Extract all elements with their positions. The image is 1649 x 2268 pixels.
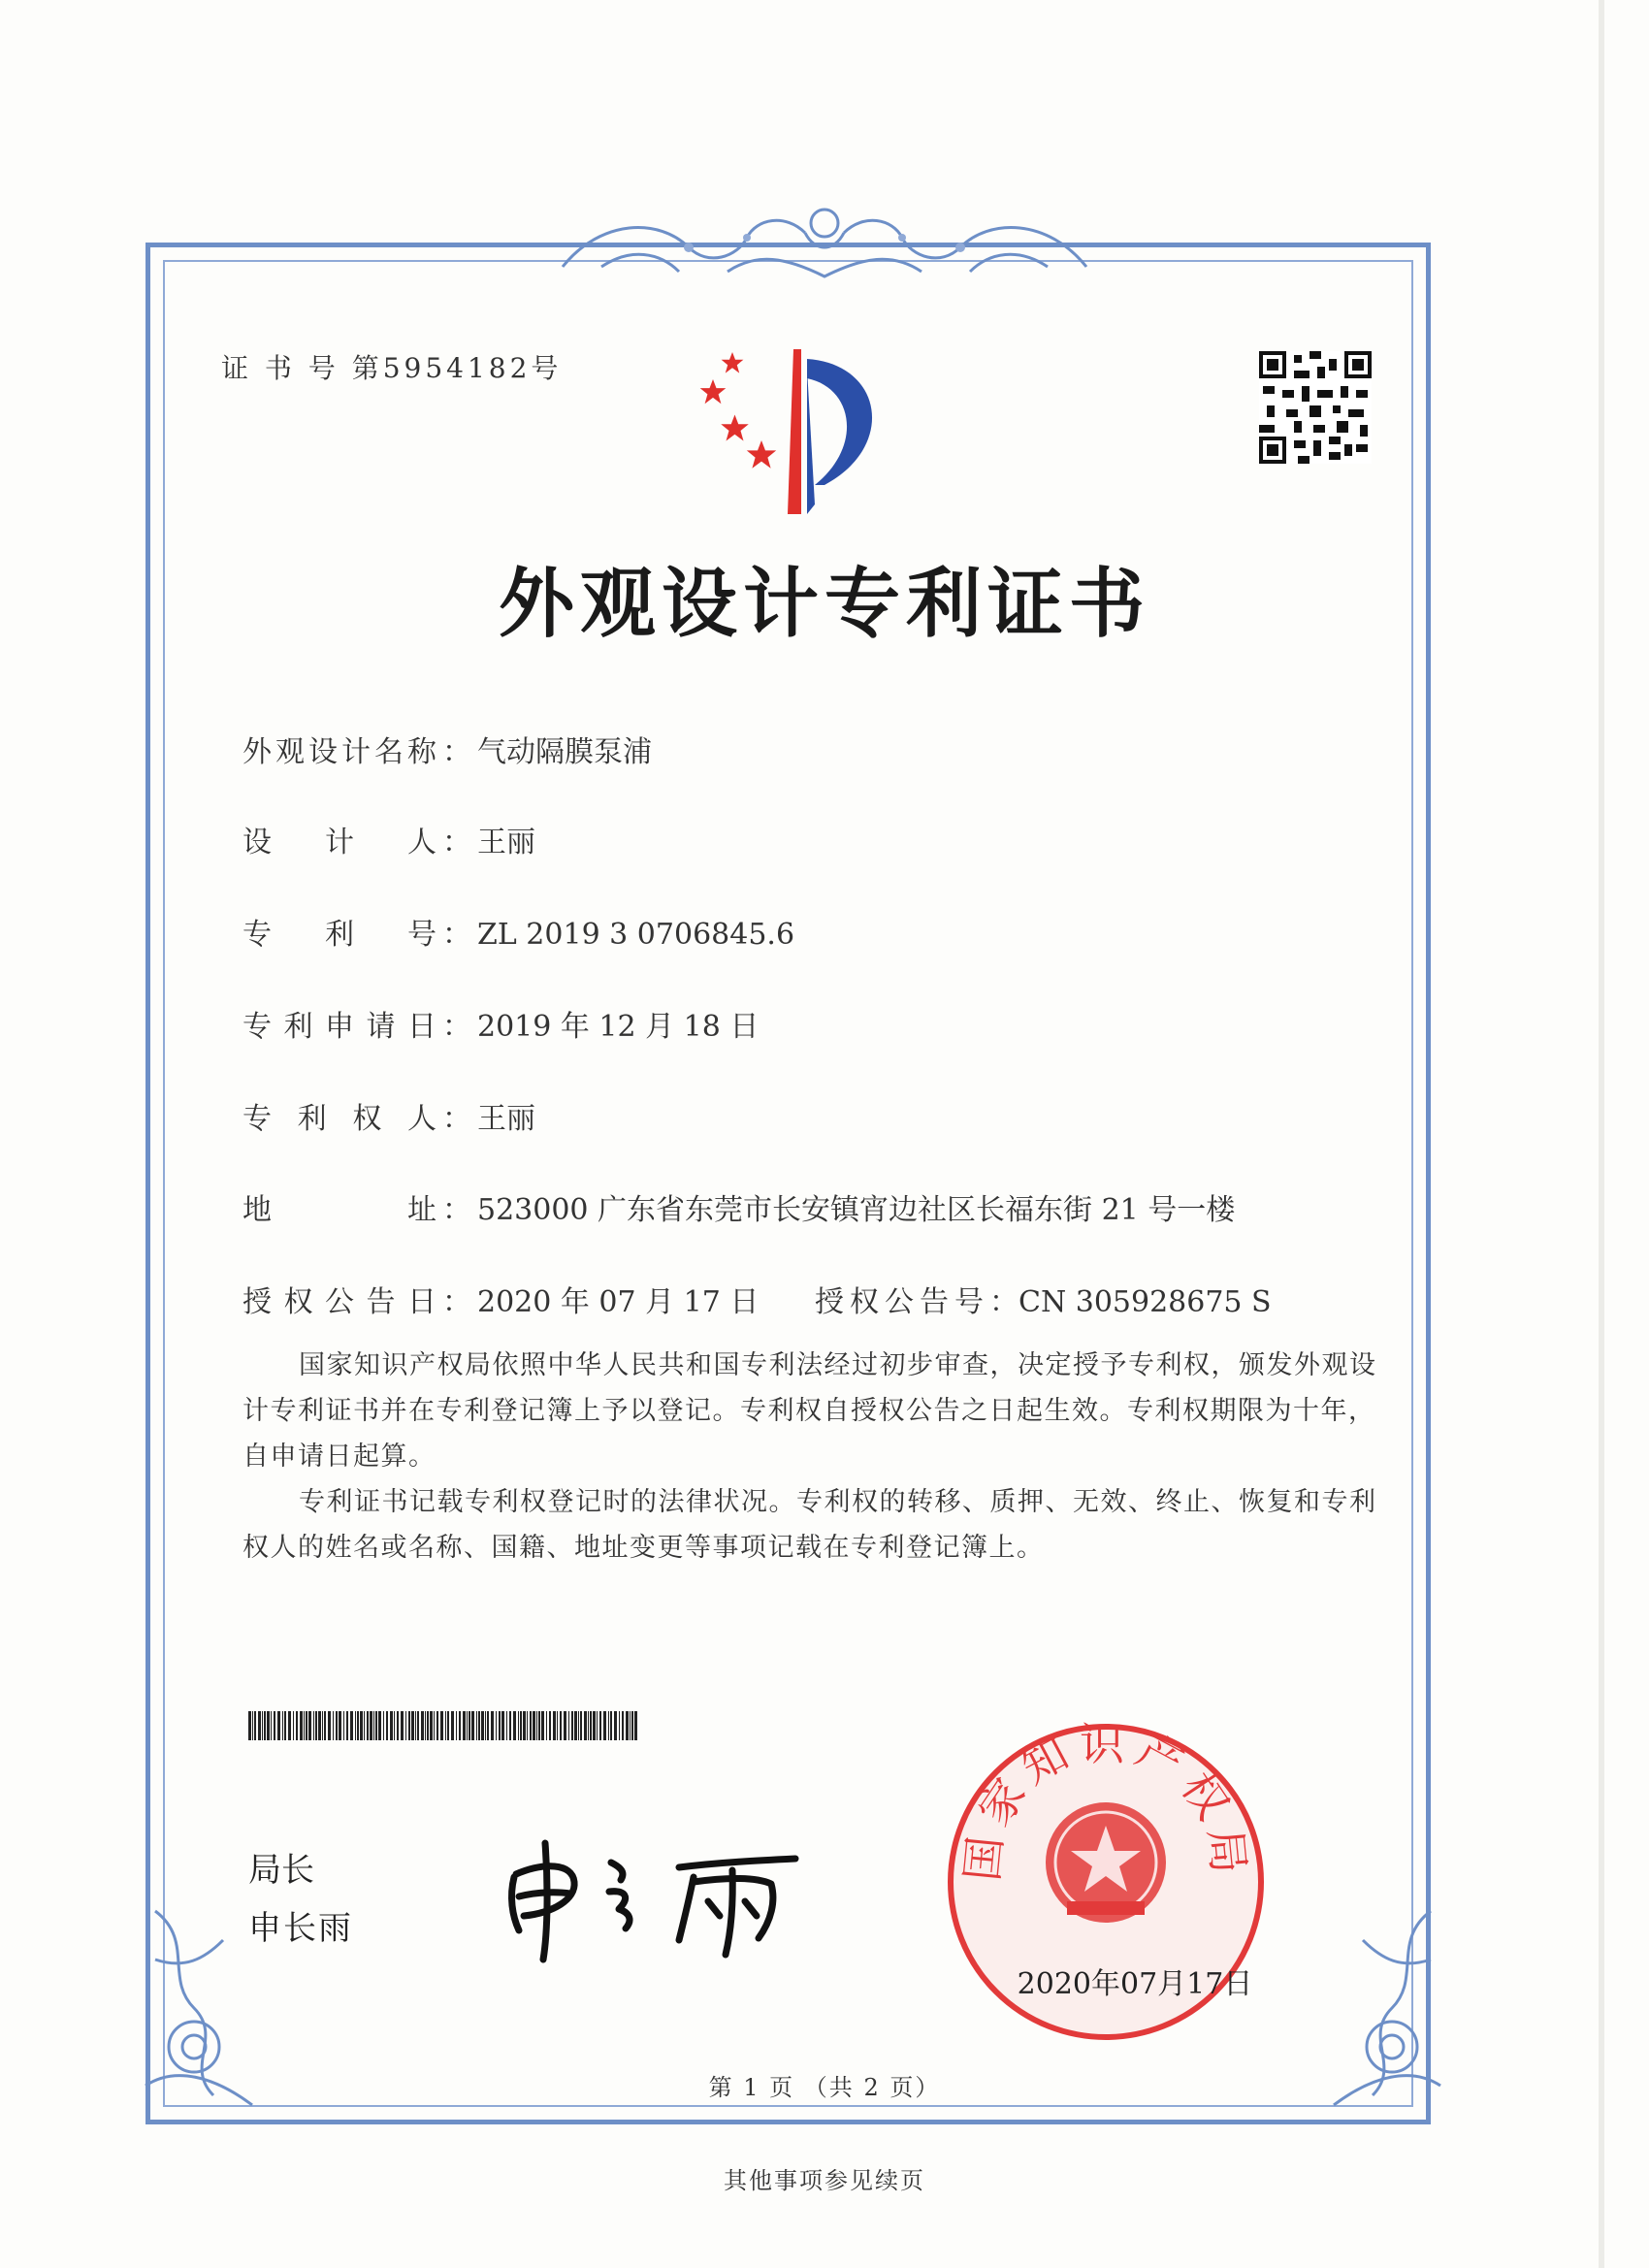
page-indicator: 第 1 页 （共 2 页） — [708, 2074, 941, 2101]
field-value: 气动隔膜泵浦 — [477, 735, 652, 769]
field-value: 2020 年 07 月 17 日 — [477, 1285, 760, 1319]
field-grant-date: 授权公告日 ： 2020 年 07 月 17 日 — [242, 1278, 759, 1320]
field-label: 设计人 — [242, 826, 436, 859]
field-value: CN 305928675 S — [1018, 1285, 1272, 1319]
field-label: 专利申请日 — [242, 1010, 436, 1044]
qr-code-icon — [1259, 351, 1372, 464]
legal-paragraph-2: 专利证书记载专利权登记时的法律状况。专利权的转移、质押、无效、终止、恢复和专利权人的姓名或名称、国籍、地址变更等事项记载在专利登记簿上。 — [242, 1487, 1377, 1563]
certificate-number: 证 书 号 第5954182号 — [221, 352, 563, 384]
certificate-title: 外观设计专利证书 — [498, 561, 1150, 648]
seal-date: 2020年07月17日 — [1017, 1967, 1253, 2001]
field-label: 地址 — [242, 1193, 436, 1227]
field-value: 王丽 — [477, 1102, 535, 1136]
field-label: 授权公告号 — [815, 1285, 989, 1319]
field-application-date: 专利申请日 ： 2019 年 12 月 18 日 — [242, 1002, 759, 1045]
field-label: 专利号 — [242, 918, 436, 952]
legal-text — [242, 1343, 1387, 1571]
page-edge-shadow — [1599, 0, 1604, 2268]
legal-paragraph-1: 国家知识产权局依照中华人民共和国专利法经过初步审查，决定授予专利权，颁发外观设计专利证书并在专利登记簿上予以登记。专利权自授权公告之日起生效。专利权期限为十年，自申请日起算。 — [242, 1350, 1377, 1472]
field-address: 地址 ： 523000 广东省东莞市长安镇宵边社区长福东街 21 号一楼 — [242, 1185, 1235, 1228]
field-value: 523000 广东省东莞市长安镇宵边社区长福东街 21 号一楼 — [477, 1193, 1236, 1227]
field-design-name: 外观设计名称 ： 气动隔膜泵浦 — [242, 728, 652, 770]
footer-note: 其他事项参见续页 — [724, 2167, 925, 2194]
field-patent-number: 专利号 ： ZL 2019 3 0706845.6 — [242, 910, 794, 953]
field-label: 授权公告日 — [242, 1285, 436, 1319]
field-designer: 设计人 ： 王丽 — [242, 818, 535, 860]
seal-text: 国家知识产权局 — [955, 1718, 1256, 1884]
top-ornament-icon — [543, 199, 1106, 286]
director-signature-icon — [495, 1824, 824, 1969]
director-title: 局长 — [248, 1851, 314, 1890]
field-value: 王丽 — [477, 826, 535, 859]
barcode-icon — [248, 1711, 638, 1740]
field-label: 外观设计名称 — [242, 735, 436, 769]
cnipa-logo-icon — [679, 340, 912, 524]
field-label: 专利权人 — [242, 1102, 436, 1136]
field-grant-number: 授权公告号：CN 305928675 S — [815, 1285, 1272, 1319]
field-value: ZL 2019 3 0706845.6 — [477, 918, 795, 952]
field-patentee: 专利权人 ： 王丽 — [242, 1094, 535, 1137]
field-value: 2019 年 12 月 18 日 — [477, 1010, 760, 1044]
director-name: 申长雨 — [248, 1909, 353, 1948]
